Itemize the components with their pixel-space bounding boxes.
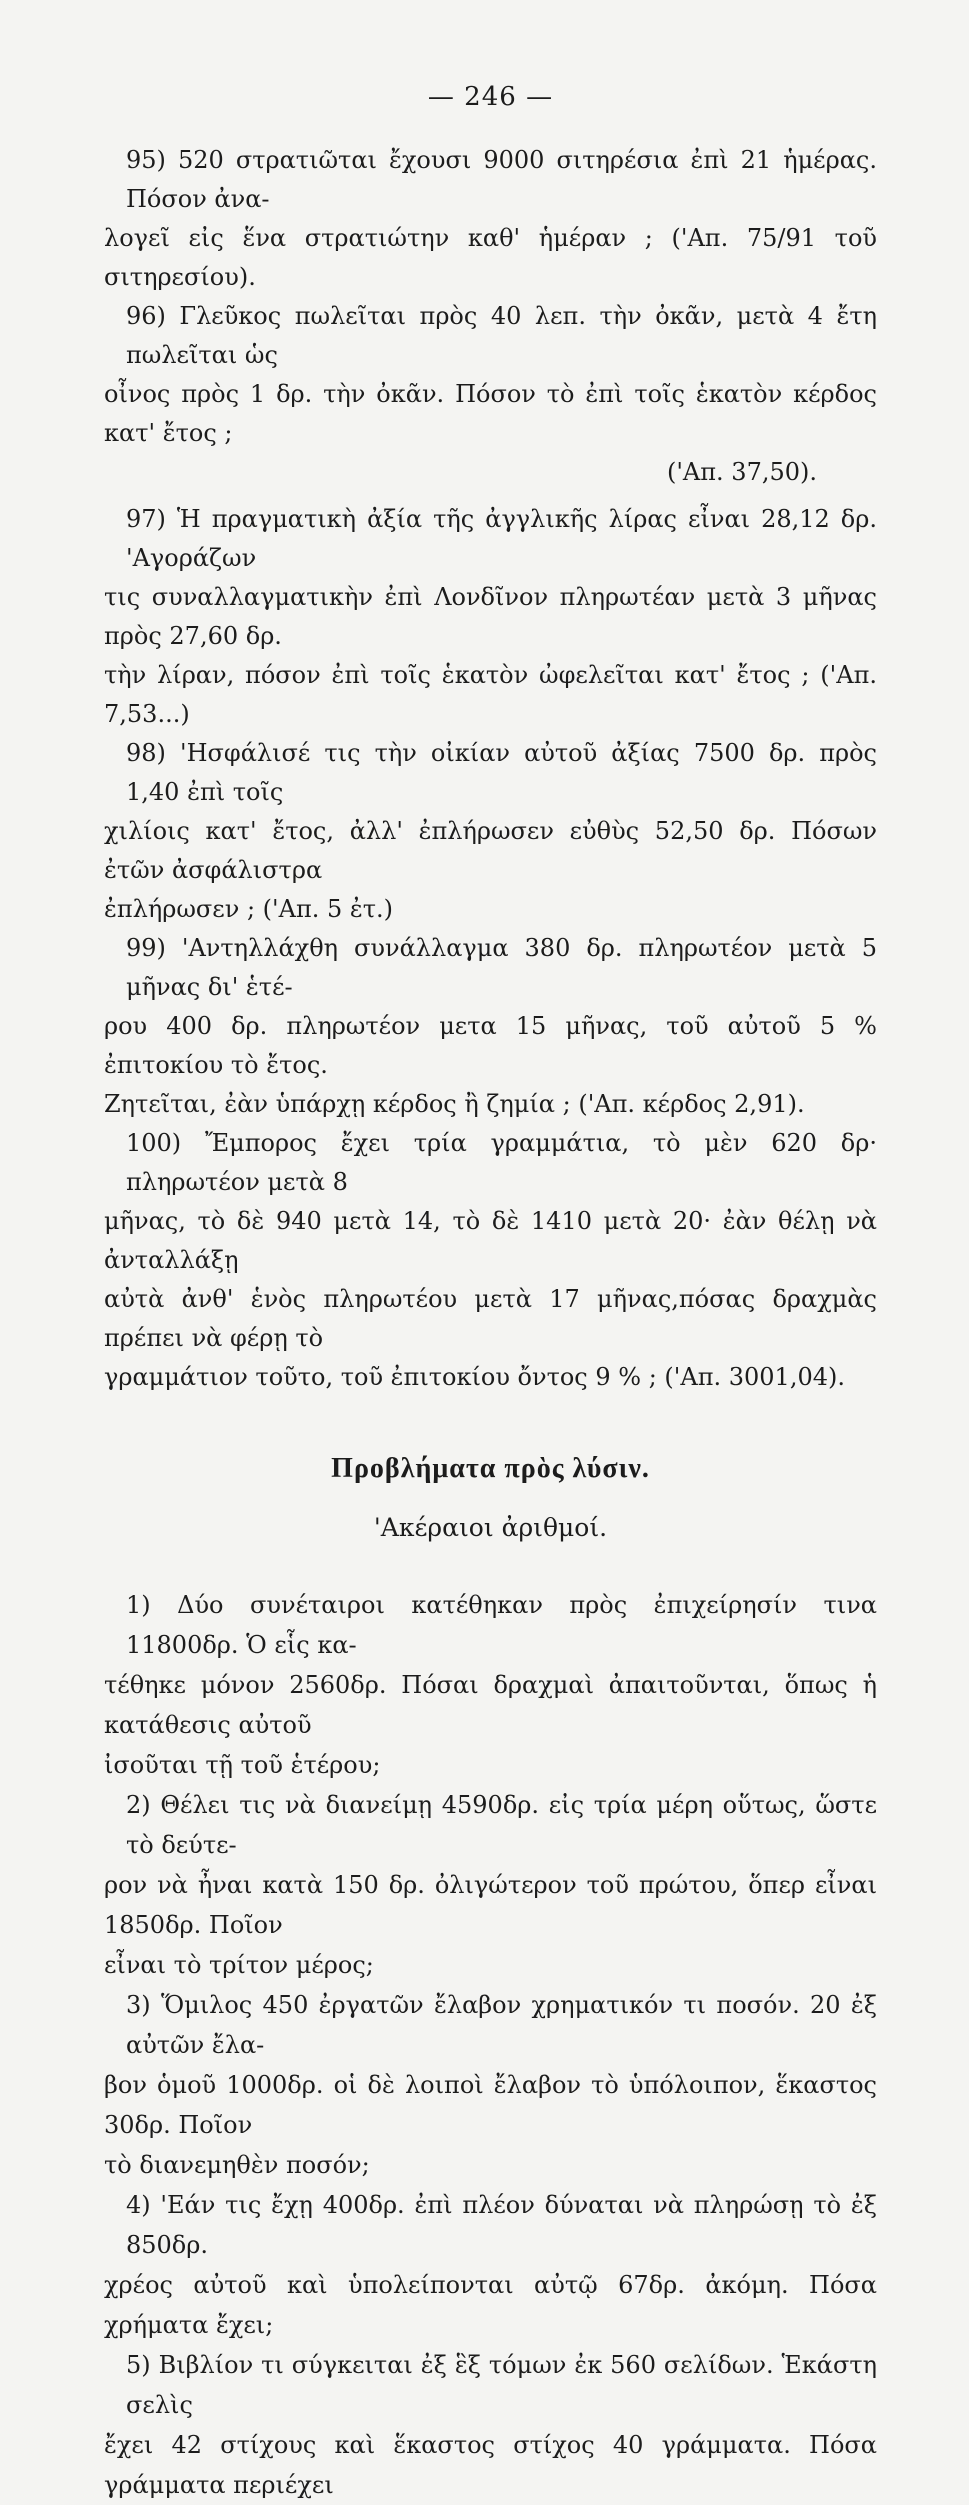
exercise-line: 2) Θέλει τις νὰ διανείμῃ 4590δρ. εἰς τρία μέρη οὕτως, ὥστε τὸ δεύτε- bbox=[126, 1791, 877, 1859]
problem-line: Ζητεῖται, ἐὰν ὑπάρχῃ κέρδος ἢ ζημία ; ('Απ. κέρδος 2,91). bbox=[104, 1090, 805, 1118]
exercise-4 bbox=[104, 2185, 877, 2345]
exercise-line: χρέος αὐτοῦ καὶ ὑπολείπονται αὐτῷ 67δρ. ἀκόμη. Πόσα χρήματα ἔχει; bbox=[104, 2271, 877, 2339]
problem-line: χιλίοις κατ' ἔτος, ἀλλ' ἐπλήρωσεν εὐθὺς 52,50 δρ. Πόσων ἐτῶν ἀσφάλιστρα bbox=[104, 817, 877, 884]
subsection-title: 'Ακέραιοι ἀριθμοί. bbox=[373, 1513, 608, 1542]
exercise-line: βον ὁμοῦ 1000δρ. οἱ δὲ λοιποὶ ἔλαβον τὸ ὑπόλοιπον, ἕκαστος 30δρ. Ποῖον bbox=[104, 2071, 877, 2139]
exercise-3 bbox=[104, 1985, 877, 2185]
problem-line: ρου 400 δρ. πληρωτέον μετα 15 μῆνας, τοῦ αὐτοῦ 5 % ἐπιτοκίου τὸ ἔτος. bbox=[104, 1012, 877, 1079]
exercise-line: τὸ διανεμηθὲν ποσόν; bbox=[104, 2151, 370, 2179]
exercise-5 bbox=[104, 2345, 877, 2505]
exercise-line: 5) Βιβλίον τι σύγκειται ἐξ ἓξ τόμων ἐκ 560 σελίδων. Ἑκάστη σελὶς bbox=[126, 2351, 877, 2419]
problem-line: τὴν λίραν, πόσον ἐπὶ τοῖς ἑκατὸν ὠφελεῖται κατ' ἔτος ; ('Απ. 7,53...) bbox=[104, 661, 877, 728]
problem-line: λογεῖ εἰς ἕνα στρατιώτην καθ' ἡμέραν ; ('Απ. 75/91 τοῦ σιτηρεσίου). bbox=[104, 224, 877, 291]
problem-line: 98) 'Ησφάλισέ τις τὴν οἰκίαν αὐτοῦ ἀξίας 7500 δρ. πρὸς 1,40 ἐπὶ τοῖς bbox=[126, 739, 877, 806]
problem-96 bbox=[104, 297, 877, 492]
exercise-line: τέθηκε μόνον 2560δρ. Πόσαι δραχμαὶ ἀπαιτοῦνται, ὅπως ἡ κατάθεσις αὐτοῦ bbox=[104, 1671, 877, 1739]
problem-100 bbox=[104, 1124, 877, 1397]
exercise-line: 1) Δύο συνέταιροι κατέθηκαν πρὸς ἐπιχείρησίν τινα 11800δρ. Ὁ εἷς κα- bbox=[126, 1591, 877, 1659]
problem-answer: ('Απ. 37,50). bbox=[666, 458, 817, 486]
problem-line: 96) Γλεῦκος πωλεῖται πρὸς 40 λεπ. τὴν ὀκᾶν, μετὰ 4 ἔτη πωλεῖται ὡς bbox=[126, 302, 877, 369]
problem-line: 99) 'Αντηλλάχθη συνάλλαγμα 380 δρ. πληρωτέον μετὰ 5 μῆνας δι' ἑτέ- bbox=[126, 934, 877, 1001]
exercise-line: 4) 'Εάν τις ἔχῃ 400δρ. ἐπὶ πλέον δύναται νὰ πληρώσῃ τὸ ἐξ 850δρ. bbox=[126, 2191, 877, 2259]
problem-95 bbox=[104, 141, 877, 297]
problem-line: αὐτὰ ἀνθ' ἑνὸς πληρωτέου μετὰ 17 μῆνας,πόσας δραχμὰς πρέπει νὰ φέρῃ τὸ bbox=[104, 1285, 877, 1352]
exercise-1 bbox=[104, 1585, 877, 1785]
section-title: Προβλήματα πρὸς λύσιν. bbox=[331, 1453, 650, 1484]
problem-line: ἐπλήρωσεν ; ('Απ. 5 ἐτ.) bbox=[104, 895, 394, 923]
problem-line: 97) Ἡ πραγματικὴ ἀξία τῆς ἀγγλικῆς λίρας εἶναι 28,12 δρ. 'Αγοράζων bbox=[126, 505, 877, 572]
exercise-2 bbox=[104, 1785, 877, 1985]
exercise-line: ἔχει 42 στίχους καὶ ἕκαστος στίχος 40 γράμματα. Πόσα γράμματα περιέχει bbox=[104, 2431, 877, 2499]
exercise-line: εἶναι τὸ τρίτον μέρος; bbox=[104, 1951, 374, 1979]
problem-99 bbox=[104, 929, 877, 1124]
exercise-line: ρον νὰ ἦναι κατὰ 150 δρ. ὀλιγώτερον τοῦ πρώτου, ὅπερ εἶναι 1850δρ. Ποῖον bbox=[104, 1871, 877, 1939]
page-number: — 246 — bbox=[427, 82, 554, 112]
problem-line: τις συναλλαγματικὴν ἐπὶ Λονδῖνον πληρωτέαν μετὰ 3 μῆνας πρὸς 27,60 δρ. bbox=[104, 583, 877, 650]
exercise-line: ἰσοῦται τῇ τοῦ ἑτέρου; bbox=[104, 1751, 381, 1779]
problem-97 bbox=[104, 500, 877, 734]
problem-line: 100) Ἔμπορος ἔχει τρία γραμμάτια, τὸ μὲν 620 δρ· πληρωτέον μετὰ 8 bbox=[126, 1129, 877, 1196]
problem-98 bbox=[104, 734, 877, 929]
problem-line: οἶνος πρὸς 1 δρ. τὴν ὀκᾶν. Πόσον τὸ ἐπὶ τοῖς ἑκατὸν κέρδος κατ' ἔτος ; bbox=[104, 380, 877, 447]
problem-line: 95) 520 στρατιῶται ἔχουσι 9000 σιτηρέσια ἐπὶ 21 ἡμέρας. Πόσον ἀνα- bbox=[126, 146, 877, 213]
problem-line: γραμμάτιον τοῦτο, τοῦ ἐπιτοκίου ὄντος 9 % ; ('Απ. 3001,04). bbox=[104, 1363, 845, 1391]
exercise-line: 3) Ὅμιλος 450 ἐργατῶν ἔλαβον χρηματικόν τι ποσόν. 20 ἐξ αὐτῶν ἔλα- bbox=[126, 1991, 877, 2059]
problem-line: μῆνας, τὸ δὲ 940 μετὰ 14, τὸ δὲ 1410 μετὰ 20· ἐὰν θέλῃ νὰ ἀνταλλάξῃ bbox=[104, 1207, 877, 1274]
